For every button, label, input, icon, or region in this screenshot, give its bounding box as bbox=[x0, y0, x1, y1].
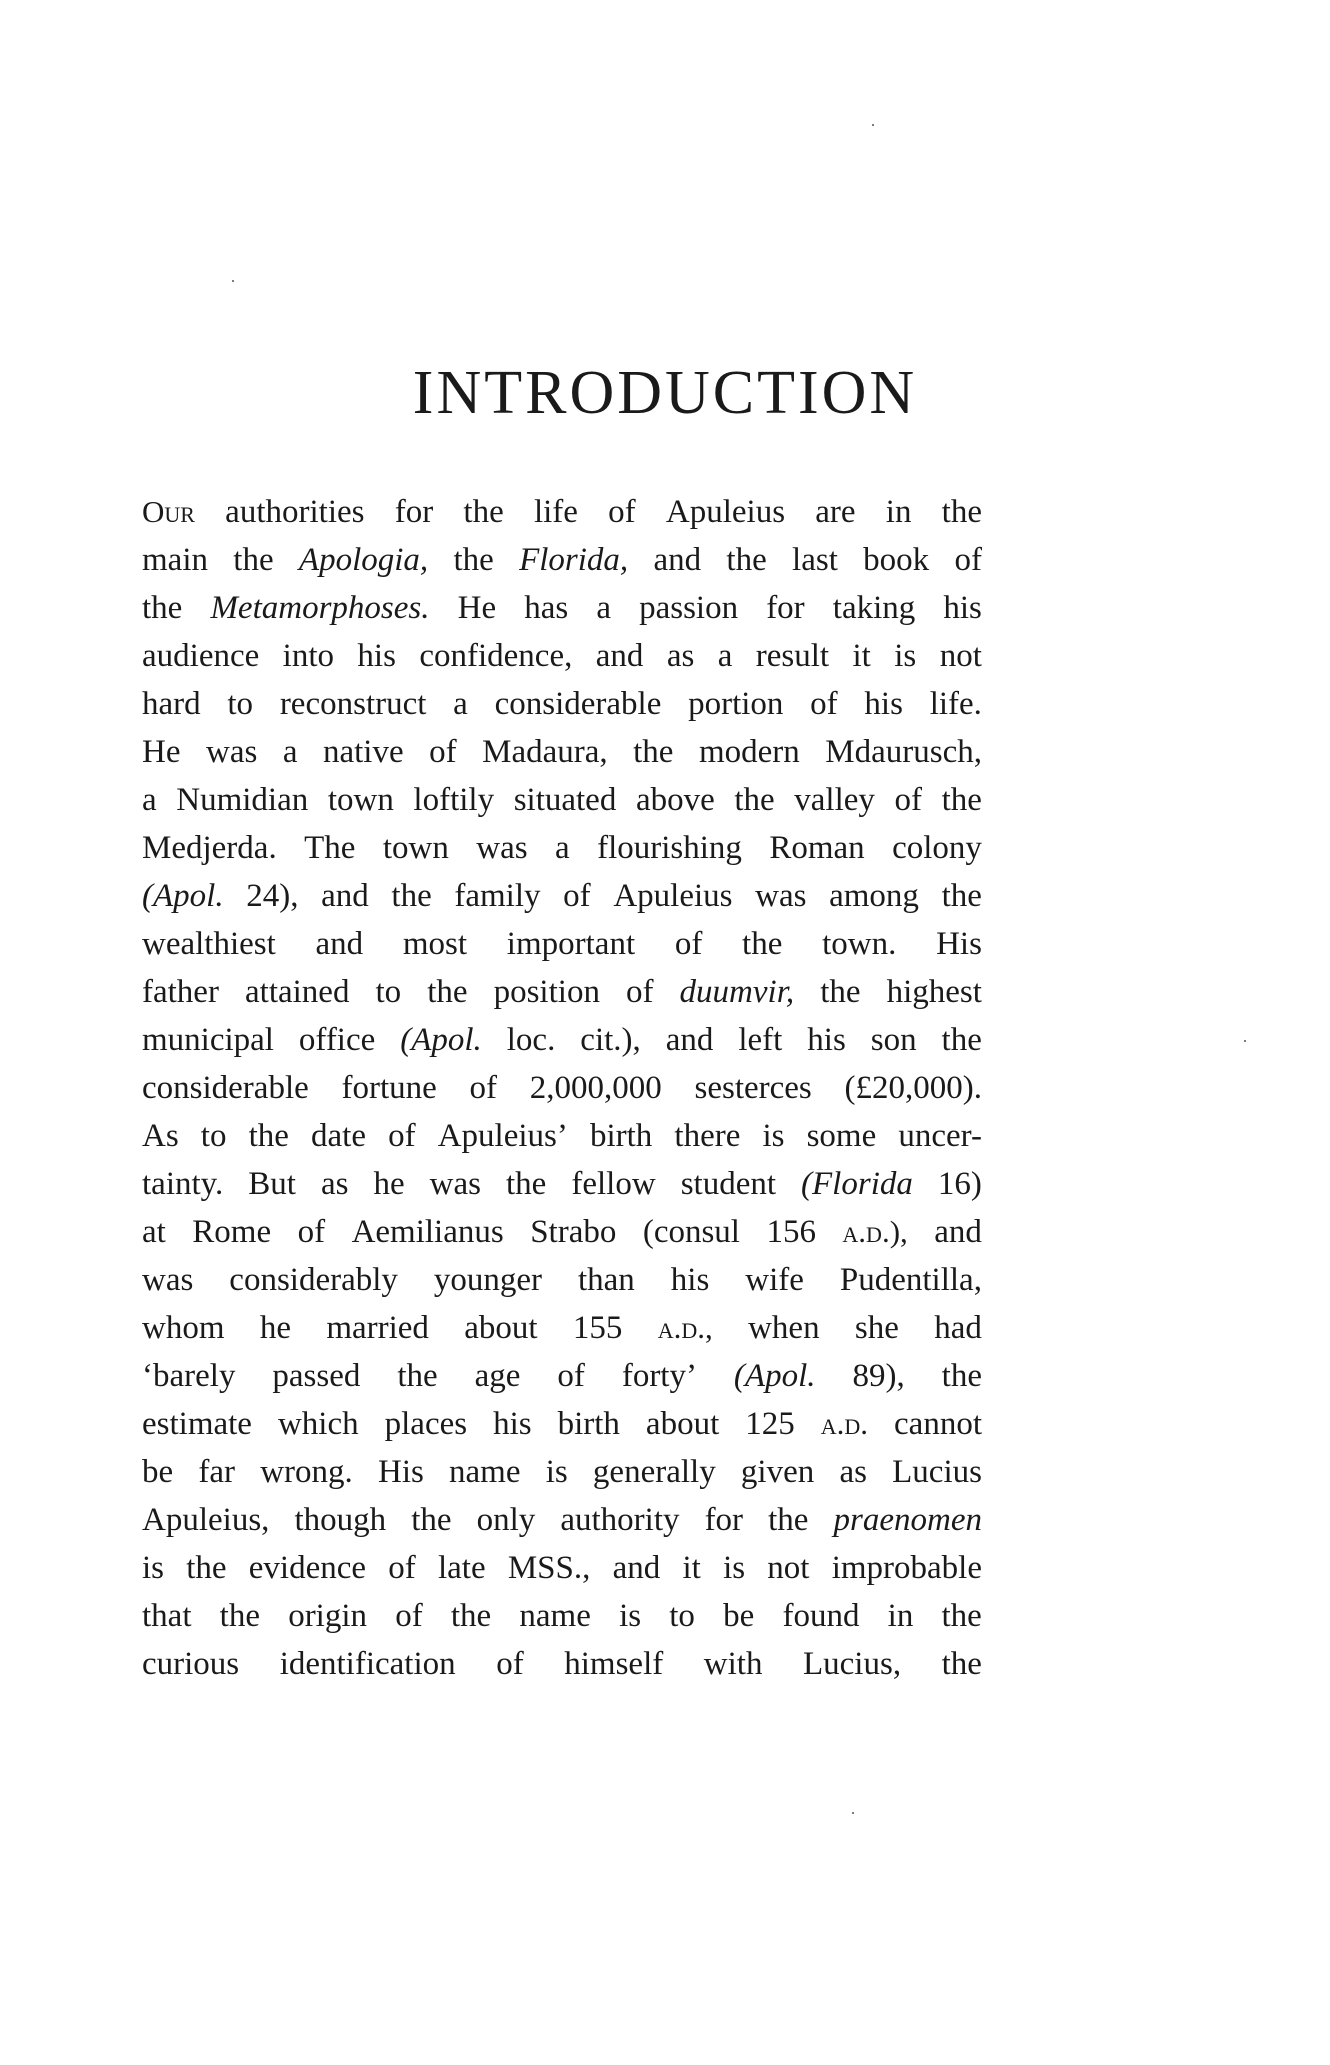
word: as bbox=[666, 638, 695, 674]
word: was bbox=[429, 1166, 481, 1202]
word: that bbox=[142, 1598, 192, 1634]
page-speck bbox=[1244, 1040, 1246, 1042]
word: The bbox=[304, 830, 356, 866]
word: origin bbox=[288, 1598, 368, 1634]
word: of bbox=[674, 926, 703, 962]
word: confidence, bbox=[419, 638, 573, 674]
word: tainty. bbox=[142, 1166, 224, 1202]
word: book bbox=[863, 542, 930, 578]
word: a bbox=[282, 734, 298, 770]
word: fellow bbox=[571, 1166, 656, 1202]
word: a bbox=[142, 782, 157, 818]
word: life bbox=[533, 494, 578, 530]
word: life. bbox=[929, 686, 982, 722]
text-line bbox=[142, 872, 982, 920]
text-line bbox=[142, 1064, 982, 1112]
word: the bbox=[411, 1502, 452, 1538]
word: the bbox=[397, 1358, 438, 1394]
word: evidence bbox=[248, 1550, 367, 1586]
word: of bbox=[563, 878, 591, 914]
word: and bbox=[934, 1214, 982, 1250]
word: authorities bbox=[225, 494, 365, 530]
word: was bbox=[476, 830, 528, 866]
word: the bbox=[142, 590, 183, 626]
word: Roman bbox=[769, 830, 865, 866]
word: the bbox=[742, 926, 783, 962]
word: most bbox=[402, 926, 468, 962]
text-line bbox=[142, 680, 982, 728]
word: Apuleius’ bbox=[437, 1118, 568, 1154]
word: town. bbox=[822, 926, 897, 962]
word: the bbox=[941, 1598, 982, 1634]
word: a bbox=[596, 590, 611, 626]
word: Rome bbox=[192, 1214, 272, 1250]
word: loftily bbox=[413, 782, 495, 818]
word: the bbox=[233, 542, 274, 578]
word: municipal bbox=[142, 1022, 274, 1058]
word: the bbox=[506, 1166, 547, 1202]
word: are bbox=[815, 494, 856, 530]
word: town bbox=[327, 782, 394, 818]
word: attained bbox=[245, 974, 350, 1010]
word: highest bbox=[886, 974, 982, 1010]
word: audience bbox=[142, 638, 260, 674]
word: son bbox=[870, 1022, 917, 1058]
word: the bbox=[820, 974, 861, 1010]
word: His bbox=[936, 926, 982, 962]
chapter-title: INTRODUCTION bbox=[412, 359, 918, 427]
word: in bbox=[887, 1598, 914, 1634]
word: to bbox=[669, 1598, 695, 1634]
word: a bbox=[453, 686, 468, 722]
word: office bbox=[298, 1022, 376, 1058]
word: the bbox=[463, 494, 504, 530]
text-line bbox=[142, 1544, 982, 1592]
word: curious bbox=[142, 1646, 240, 1682]
word: of bbox=[429, 734, 457, 770]
word: of bbox=[626, 974, 654, 1010]
word: to bbox=[200, 1118, 227, 1154]
page-speck bbox=[232, 280, 234, 282]
body-paragraph bbox=[142, 488, 982, 1688]
word: of bbox=[954, 542, 982, 578]
word: he bbox=[373, 1166, 405, 1202]
word: Numidian bbox=[176, 782, 309, 818]
word: his bbox=[807, 1022, 846, 1058]
word: late bbox=[437, 1550, 486, 1586]
word: not bbox=[939, 638, 982, 674]
word: duumvir, bbox=[679, 974, 795, 1010]
word: 125 bbox=[745, 1406, 795, 1442]
word: of bbox=[496, 1646, 524, 1682]
word: was bbox=[142, 1262, 194, 1298]
word: cannot bbox=[894, 1406, 982, 1442]
word: Mdaurusch, bbox=[825, 734, 982, 770]
word: town bbox=[382, 830, 449, 866]
text-line bbox=[142, 1448, 982, 1496]
text-line bbox=[142, 1208, 982, 1256]
word: date bbox=[311, 1118, 366, 1154]
word: wealthiest bbox=[142, 926, 276, 962]
word: As bbox=[142, 1118, 179, 1154]
word: 2,000,000 bbox=[529, 1070, 662, 1106]
text-line bbox=[142, 536, 982, 584]
word: cit.), bbox=[580, 1022, 641, 1058]
word: of bbox=[388, 1550, 416, 1586]
word: the bbox=[219, 1598, 260, 1634]
word: His bbox=[377, 1454, 424, 1490]
word: praenomen bbox=[833, 1502, 982, 1538]
word: he bbox=[259, 1310, 291, 1346]
word: the bbox=[941, 1022, 982, 1058]
word: of bbox=[894, 782, 922, 818]
word: wrong. bbox=[260, 1454, 353, 1490]
word: was bbox=[205, 734, 258, 770]
word: of bbox=[557, 1358, 585, 1394]
text-line bbox=[142, 584, 982, 632]
word: main bbox=[142, 542, 208, 578]
word: for bbox=[704, 1502, 744, 1538]
word: wife bbox=[745, 1262, 804, 1298]
word: the bbox=[768, 1502, 809, 1538]
word: taking bbox=[832, 590, 916, 626]
word: Lucius bbox=[892, 1454, 982, 1490]
word: modern bbox=[698, 734, 800, 770]
word: situated bbox=[513, 782, 617, 818]
word: 155 bbox=[572, 1310, 623, 1346]
word: found bbox=[782, 1598, 860, 1634]
word: of bbox=[395, 1598, 423, 1634]
word: for bbox=[394, 494, 434, 530]
word: 156 bbox=[766, 1214, 816, 1250]
word: a bbox=[555, 830, 570, 866]
text-line bbox=[142, 776, 982, 824]
text-line bbox=[142, 1112, 982, 1160]
word: his bbox=[864, 686, 903, 722]
word: position bbox=[493, 974, 600, 1010]
word: Apuleius bbox=[613, 878, 733, 914]
text-line bbox=[142, 1016, 982, 1064]
word: about bbox=[645, 1406, 720, 1442]
word: hard bbox=[142, 686, 201, 722]
word: name bbox=[519, 1598, 591, 1634]
word: of bbox=[810, 686, 838, 722]
word: of bbox=[469, 1070, 498, 1106]
word: a.d., bbox=[657, 1310, 713, 1345]
word: Apologia, bbox=[298, 542, 429, 578]
word: of bbox=[297, 1214, 326, 1250]
text-line bbox=[142, 920, 982, 968]
word: with bbox=[703, 1646, 763, 1682]
word: though bbox=[294, 1502, 387, 1538]
text-line bbox=[142, 728, 982, 776]
word: Florida, bbox=[519, 542, 629, 578]
text-line bbox=[142, 632, 982, 680]
word: Madaura, bbox=[482, 734, 608, 770]
word: about bbox=[464, 1310, 538, 1346]
word: given bbox=[740, 1454, 815, 1490]
word: she bbox=[854, 1310, 899, 1346]
word: at bbox=[142, 1214, 166, 1250]
word: the bbox=[453, 542, 494, 578]
word: father bbox=[142, 974, 219, 1010]
word: considerable bbox=[142, 1070, 309, 1106]
word: to bbox=[375, 974, 402, 1010]
word: the bbox=[427, 974, 468, 1010]
word: among bbox=[829, 878, 919, 914]
word: a.d.), bbox=[842, 1214, 908, 1249]
word: 16) bbox=[937, 1166, 982, 1202]
word: only bbox=[476, 1502, 536, 1538]
word: be bbox=[723, 1598, 755, 1634]
text-line bbox=[142, 968, 982, 1016]
word: Medjerda. bbox=[142, 830, 277, 866]
word: it bbox=[682, 1550, 701, 1586]
word: be bbox=[142, 1454, 174, 1490]
text-line bbox=[142, 488, 982, 536]
word: and bbox=[612, 1550, 661, 1586]
text-line bbox=[142, 1640, 982, 1688]
page-speck bbox=[852, 1812, 854, 1814]
word: the bbox=[941, 1358, 982, 1394]
word: the bbox=[941, 1646, 982, 1682]
word: when bbox=[748, 1310, 820, 1346]
text-line bbox=[142, 1304, 982, 1352]
word: far bbox=[198, 1454, 235, 1490]
word: above bbox=[635, 782, 715, 818]
word: last bbox=[792, 542, 838, 578]
word: important bbox=[506, 926, 636, 962]
word: birth bbox=[589, 1118, 653, 1154]
word: the bbox=[248, 1118, 289, 1154]
word: the bbox=[941, 494, 982, 530]
word: the bbox=[726, 542, 767, 578]
word: 24), bbox=[246, 878, 299, 914]
page-speck bbox=[872, 124, 874, 126]
word: passion bbox=[639, 590, 739, 626]
word: had bbox=[934, 1310, 982, 1346]
word: a bbox=[717, 638, 733, 674]
word: and bbox=[315, 926, 364, 962]
text-line bbox=[142, 1592, 982, 1640]
word: and bbox=[665, 1022, 714, 1058]
word: not bbox=[767, 1550, 810, 1586]
word: places bbox=[384, 1406, 468, 1442]
word: some bbox=[806, 1118, 877, 1154]
word: He bbox=[142, 734, 181, 770]
word: of bbox=[608, 494, 636, 530]
word: MSS., bbox=[507, 1550, 591, 1586]
word: into bbox=[282, 638, 335, 674]
word: is bbox=[894, 638, 917, 674]
word: the bbox=[633, 734, 674, 770]
word: name bbox=[449, 1454, 521, 1490]
word: Apuleius bbox=[665, 494, 786, 530]
text-line bbox=[142, 1256, 982, 1304]
word: Metamorphoses. bbox=[210, 590, 430, 626]
word: younger bbox=[433, 1262, 543, 1298]
word: in bbox=[885, 494, 912, 530]
word: as bbox=[839, 1454, 867, 1490]
word: loc. bbox=[506, 1022, 556, 1058]
word: has bbox=[524, 590, 569, 626]
word: Strabo bbox=[530, 1214, 617, 1250]
word: fortune bbox=[341, 1070, 437, 1106]
word: improbable bbox=[831, 1550, 982, 1586]
word: passed bbox=[272, 1358, 361, 1394]
word: the bbox=[186, 1550, 227, 1586]
word: a.d. bbox=[820, 1406, 869, 1441]
text-line bbox=[142, 824, 982, 872]
word: the bbox=[391, 878, 432, 914]
word: flourishing bbox=[597, 830, 742, 866]
word: colony bbox=[892, 830, 982, 866]
word: Apuleius, bbox=[142, 1502, 270, 1538]
word: to bbox=[227, 686, 254, 722]
word: forty’ bbox=[621, 1358, 697, 1394]
word: But bbox=[248, 1166, 296, 1202]
word: himself bbox=[564, 1646, 664, 1682]
word: (Apol. bbox=[142, 878, 224, 914]
text-line bbox=[142, 1400, 982, 1448]
word: was bbox=[755, 878, 807, 914]
word: as bbox=[320, 1166, 349, 1202]
text-line bbox=[142, 1352, 982, 1400]
word: left bbox=[738, 1022, 783, 1058]
word: the bbox=[941, 782, 982, 818]
word: (consul bbox=[642, 1214, 740, 1250]
text-line bbox=[142, 1496, 982, 1544]
word: married bbox=[326, 1310, 429, 1346]
word: is bbox=[762, 1118, 785, 1154]
text-line bbox=[142, 1160, 982, 1208]
word: birth bbox=[557, 1406, 620, 1442]
word: (£20,000). bbox=[844, 1070, 982, 1106]
word: sesterces bbox=[694, 1070, 812, 1106]
word: Aemilianus bbox=[351, 1214, 504, 1250]
word: it bbox=[852, 638, 871, 674]
word: (Florida bbox=[801, 1166, 913, 1202]
word: native bbox=[322, 734, 404, 770]
word: Lucius, bbox=[803, 1646, 902, 1682]
word: of bbox=[388, 1118, 416, 1154]
word: the bbox=[450, 1598, 492, 1634]
word: Pudentilla, bbox=[839, 1262, 982, 1298]
word: portion bbox=[688, 686, 784, 722]
word: family bbox=[454, 878, 541, 914]
word: ‘barely bbox=[142, 1358, 236, 1394]
word: considerably bbox=[229, 1262, 398, 1298]
word: his bbox=[943, 590, 982, 626]
word: valley bbox=[794, 782, 875, 818]
word: age bbox=[474, 1358, 521, 1394]
word: his bbox=[493, 1406, 532, 1442]
word: for bbox=[766, 590, 805, 626]
word: his bbox=[357, 638, 396, 674]
word: than bbox=[577, 1262, 635, 1298]
word: is bbox=[142, 1550, 165, 1586]
word: considerable bbox=[494, 686, 662, 722]
word: and bbox=[653, 542, 702, 578]
word: the bbox=[734, 782, 775, 818]
word: the bbox=[941, 878, 982, 914]
word: He bbox=[457, 590, 497, 626]
word: identification bbox=[279, 1646, 456, 1682]
word: is bbox=[619, 1598, 642, 1634]
word: authority bbox=[560, 1502, 680, 1538]
word: 89), bbox=[852, 1358, 905, 1394]
word: his bbox=[670, 1262, 710, 1298]
word: student bbox=[680, 1166, 777, 1202]
word: generally bbox=[592, 1454, 716, 1490]
word: uncer- bbox=[898, 1118, 982, 1154]
word: whom bbox=[142, 1310, 225, 1346]
word: result bbox=[755, 638, 830, 674]
word: there bbox=[674, 1118, 741, 1154]
word: (Apol. bbox=[733, 1358, 816, 1394]
word: Our bbox=[142, 494, 195, 529]
word: (Apol. bbox=[400, 1022, 482, 1058]
word: and bbox=[321, 878, 369, 914]
word: is bbox=[545, 1454, 568, 1490]
word: and bbox=[595, 638, 644, 674]
word: is bbox=[723, 1550, 746, 1586]
word: reconstruct bbox=[279, 686, 427, 722]
word: which bbox=[277, 1406, 359, 1442]
word: estimate bbox=[142, 1406, 252, 1442]
